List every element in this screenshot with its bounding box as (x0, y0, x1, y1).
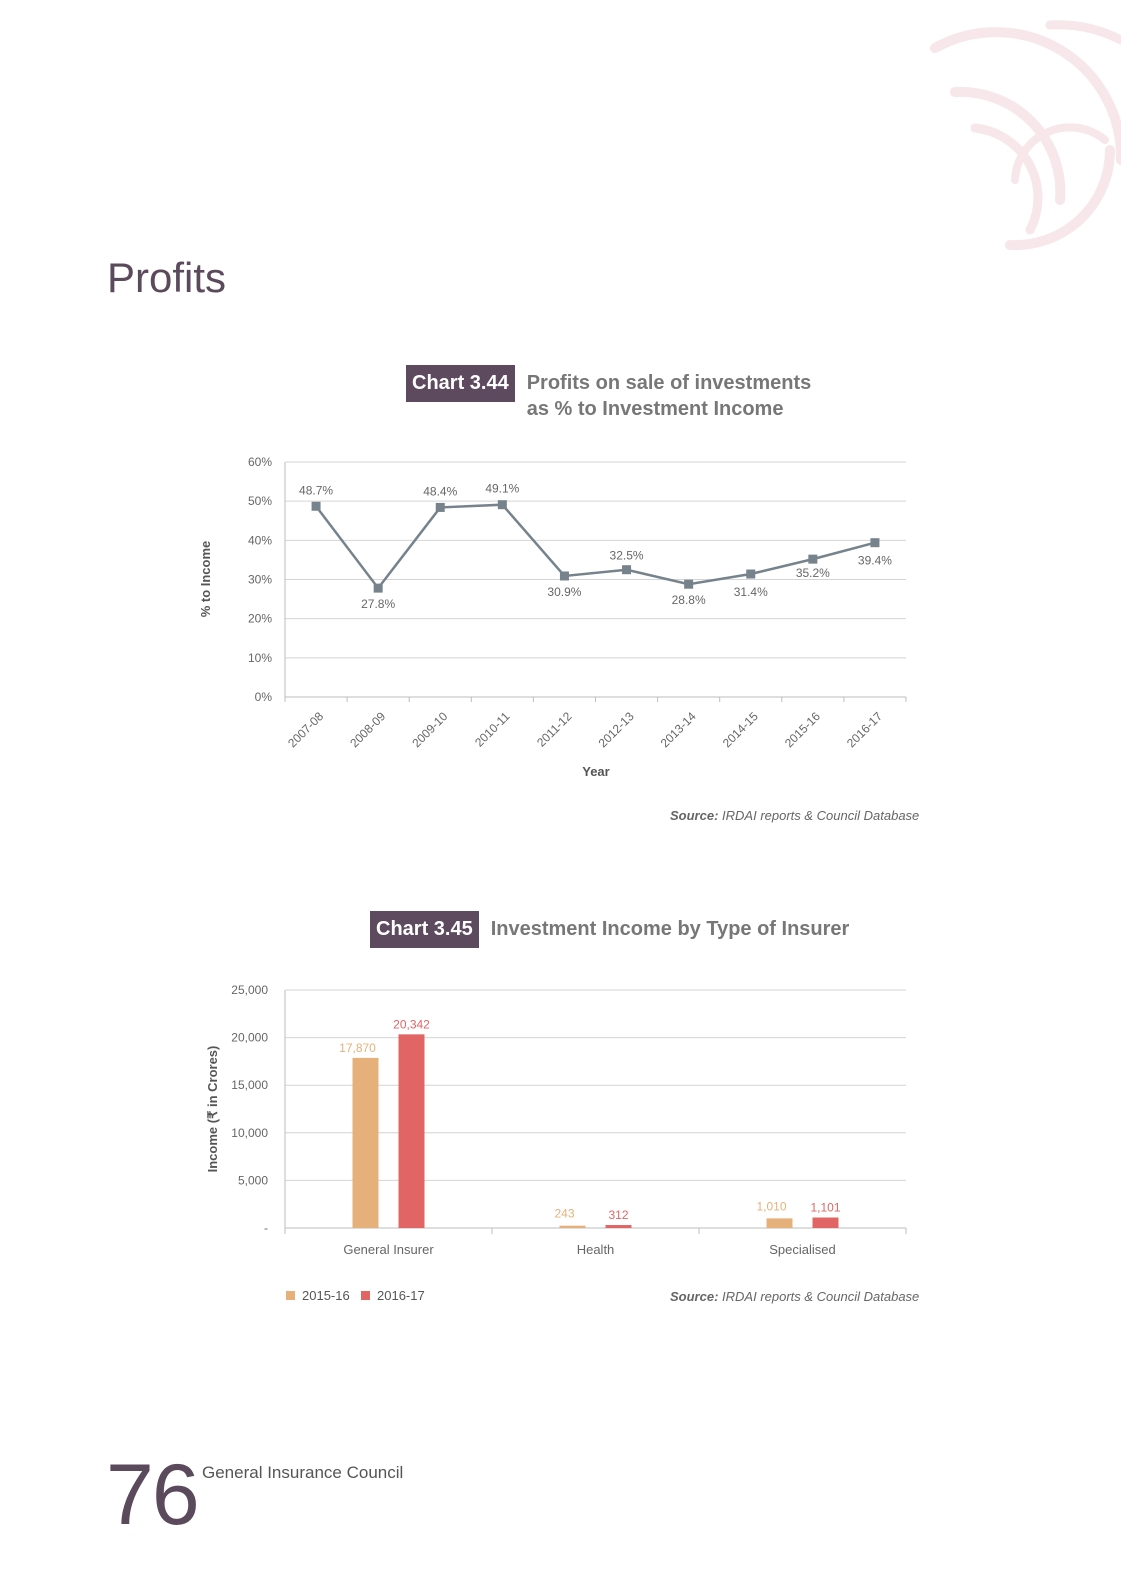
x-axis-title: Year (582, 764, 610, 779)
x-tick-label: 2008-09 (347, 709, 389, 751)
x-tick-label: Health (576, 1242, 615, 1257)
data-label: 312 (608, 1208, 629, 1223)
publisher-name: General Insurance Council (202, 1463, 404, 1482)
data-label: 49.1% (485, 481, 520, 496)
chart-345-number: Chart 3.45 (370, 911, 479, 948)
data-label: 243 (554, 1206, 575, 1221)
chart-345-source (670, 1289, 919, 1304)
x-tick-label: Specialised (769, 1242, 836, 1257)
page-number: 76 (106, 1447, 198, 1543)
y-tick-label: 15,000 (231, 1078, 268, 1093)
chart-344-title-line1: Profits on sale of investments (526, 372, 812, 394)
bar (353, 1058, 379, 1228)
y-axis-title: % to Income (198, 540, 213, 618)
data-label: 39.4% (857, 553, 892, 568)
data-label: 17,870 (339, 1040, 376, 1055)
chart-345-source-label: Source: (670, 1289, 719, 1304)
y-tick-label: 30% (247, 572, 272, 587)
y-tick-label: 25,000 (231, 983, 268, 997)
data-label: 28.8% (671, 593, 706, 608)
data-label: 27.8% (361, 597, 396, 612)
bar (767, 1218, 793, 1228)
data-label: 1,010 (756, 1199, 787, 1214)
y-tick-label: 60% (247, 455, 272, 469)
y-tick-label: 20,000 (231, 1030, 268, 1045)
bar (813, 1218, 839, 1228)
y-axis-title: Income (₹ in Crores) (205, 1045, 220, 1173)
x-tick-label: 2015-16 (781, 709, 823, 751)
legend-label: 2016-17 (377, 1288, 425, 1303)
y-tick-label: 40% (247, 533, 272, 548)
chart-344-number: Chart 3.44 (406, 365, 515, 402)
y-tick-label: 5,000 (237, 1173, 268, 1188)
x-tick-label: 2016-17 (844, 709, 886, 751)
legend-label: 2015-16 (302, 1288, 350, 1303)
page-title: Profits (107, 254, 227, 301)
legend-swatch (361, 1291, 370, 1300)
y-tick-label: 10% (247, 650, 272, 665)
x-tick-label: 2009-10 (409, 709, 451, 751)
legend-swatch (286, 1291, 295, 1300)
y-tick-label: 10,000 (231, 1125, 268, 1140)
chart-344-source-text: IRDAI reports & Council Database (722, 808, 920, 823)
chart-345-source-text: IRDAI reports & Council Database (722, 1289, 920, 1304)
data-label: 35.2% (795, 566, 830, 581)
chart-344-title-line2: as % to Investment Income (526, 398, 784, 420)
x-tick-label: 2014-15 (719, 709, 761, 751)
y-tick-label: 50% (247, 494, 272, 509)
data-label: 48.4% (423, 484, 458, 499)
data-label: 32.5% (609, 548, 644, 563)
x-tick-label: 2010-11 (472, 709, 513, 750)
y-tick-label: - (264, 1221, 268, 1235)
data-label: 30.9% (547, 584, 582, 599)
x-tick-label: General Insurer (343, 1242, 434, 1257)
y-tick-label: 20% (247, 611, 272, 626)
data-label: 48.7% (299, 483, 334, 498)
chart-344-source-label: Source: (670, 808, 719, 823)
bar (399, 1034, 425, 1228)
data-label: 20,342 (393, 1017, 430, 1032)
x-tick-label: 2012-13 (595, 709, 637, 751)
data-label: 1,101 (810, 1200, 841, 1215)
y-tick-label: 0% (254, 690, 272, 704)
bar (560, 1226, 586, 1228)
data-label: 31.4% (733, 585, 768, 600)
x-tick-label: 2013-14 (657, 709, 699, 751)
chart-345-title-line1: Investment Income by Type of Insurer (490, 918, 850, 940)
x-tick-label: 2007-08 (285, 709, 327, 751)
bar (606, 1225, 632, 1228)
x-tick-label: 2011-12 (534, 709, 575, 750)
